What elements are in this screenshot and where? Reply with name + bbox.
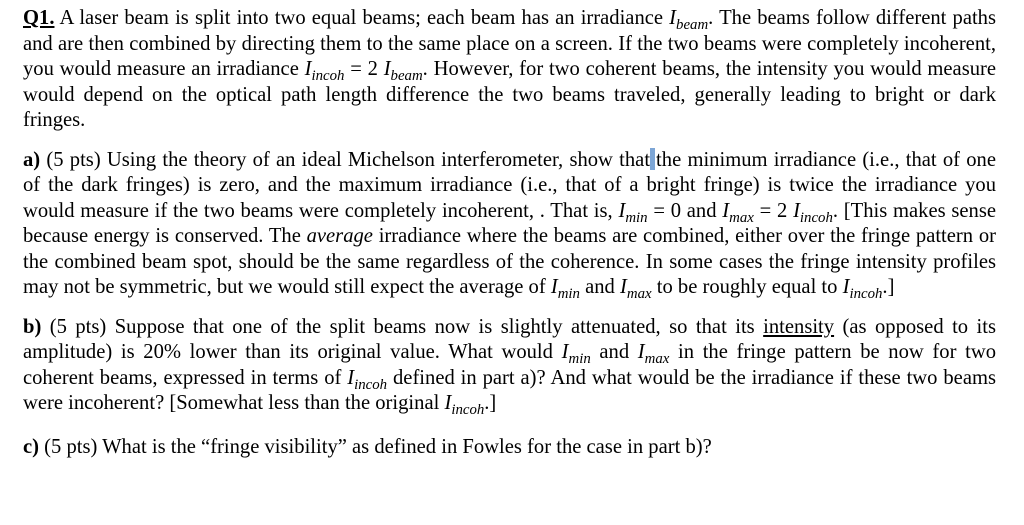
text-cursor[interactable] bbox=[650, 148, 655, 170]
part-b-text-4: defined in part a)? And what would be the irradiance if these two beams were incoherent? [Somewhat less than the original bbox=[23, 366, 996, 414]
subscript-beam: beam bbox=[676, 17, 709, 34]
part-a-text-6: .] bbox=[882, 276, 895, 298]
equals-zero: = 0 and bbox=[647, 199, 723, 222]
part-b bbox=[23, 315, 996, 417]
part-a-label: a) bbox=[23, 148, 41, 171]
var-I: I bbox=[347, 366, 355, 389]
spacer bbox=[23, 134, 996, 148]
var-I: I bbox=[304, 58, 312, 80]
question-label: Q1. bbox=[23, 7, 55, 29]
question-1-intro bbox=[23, 6, 996, 134]
var-I: I bbox=[637, 341, 645, 363]
conjunction-and: and bbox=[579, 276, 620, 298]
subscript-max: max bbox=[626, 286, 652, 303]
part-a-text-1: (5 pts) Using the theory of an ideal Michelson interferometer, show that bbox=[40, 148, 651, 171]
var-I: I bbox=[550, 276, 558, 298]
spacer bbox=[23, 417, 996, 435]
equals-two: = 2 bbox=[753, 199, 794, 222]
q1-text-1: A laser beam is split into two equal beams; each beam has an irradiance bbox=[54, 7, 670, 29]
part-a bbox=[23, 148, 996, 301]
part-a-text-4: irradiance where the beams are combined, either over the fringe pattern or the combined beam spot, should be the same regardless of the coherence. In some cases the fringe intensity profiles may not be symmetric, but we would still expect the average of bbox=[23, 225, 996, 298]
var-I: I bbox=[793, 199, 800, 222]
subscript-min: min bbox=[568, 351, 591, 368]
subscript-incoh: incoh bbox=[311, 68, 345, 85]
var-I: I bbox=[620, 276, 627, 298]
q1-text-2: . The beams follow different paths and are then combined by directing them to the same place on a screen. If the two beams were completely incoherent, you would measure an irradiance bbox=[23, 7, 996, 80]
part-b-text-3: in the fringe pattern be now for two coherent beams, expressed in terms of bbox=[23, 341, 996, 389]
part-a-text-3: . [This makes sense because energy is conserved. The bbox=[23, 199, 997, 247]
part-b-label: b) bbox=[23, 315, 42, 338]
part-c bbox=[23, 435, 996, 461]
part-c-label: c) bbox=[23, 435, 39, 458]
part-b-text-5: .] bbox=[484, 392, 497, 414]
var-I: I bbox=[383, 58, 391, 80]
part-b-text-2: (as opposed to its amplitude) is 20% lower than its original value. What would bbox=[23, 315, 996, 363]
subscript-min: min bbox=[625, 209, 648, 226]
q1-text-3: . However, for two coherent beams, the intensity you would measure would depend on the optical path length difference the two beams traveled, generally leading to bright or dark fringes. bbox=[23, 58, 997, 131]
part-b-text-1: (5 pts) Suppose that one of the split beams now is slightly attenuated, so that its bbox=[41, 315, 764, 338]
equals-two: = 2 bbox=[344, 58, 384, 80]
part-c-text-1: (5 pts) What is the “fringe visibility” as defined in Fowles for the case in part b)? bbox=[39, 435, 712, 458]
var-I: I bbox=[669, 7, 677, 29]
subscript-beam: beam bbox=[390, 68, 423, 85]
spacer bbox=[23, 301, 996, 315]
var-I: I bbox=[618, 199, 626, 222]
subscript-incoh: incoh bbox=[354, 376, 388, 393]
part-a-text-2: the minimum irradiance (i.e., that of one of the dark fringes) is zero, and the maximum irradiance (i.e., that of a bright fringe) is twice the irradiance you would measure if the two beams were completely incoherent, . That is, bbox=[23, 148, 996, 222]
var-I: I bbox=[561, 341, 569, 363]
subscript-min: min bbox=[557, 286, 580, 303]
underlined-intensity: intensity bbox=[763, 315, 835, 338]
conjunction-and: and bbox=[590, 341, 638, 363]
subscript-incoh: incoh bbox=[799, 209, 833, 226]
subscript-incoh: incoh bbox=[849, 286, 883, 303]
part-a-text-5: to be roughly equal to bbox=[651, 276, 843, 298]
emphasis-average: average bbox=[306, 225, 373, 247]
var-I: I bbox=[722, 199, 730, 222]
subscript-max: max bbox=[644, 351, 670, 368]
subscript-incoh: incoh bbox=[451, 402, 485, 419]
var-I: I bbox=[842, 276, 850, 298]
subscript-max: max bbox=[729, 209, 754, 226]
var-I: I bbox=[444, 392, 452, 414]
